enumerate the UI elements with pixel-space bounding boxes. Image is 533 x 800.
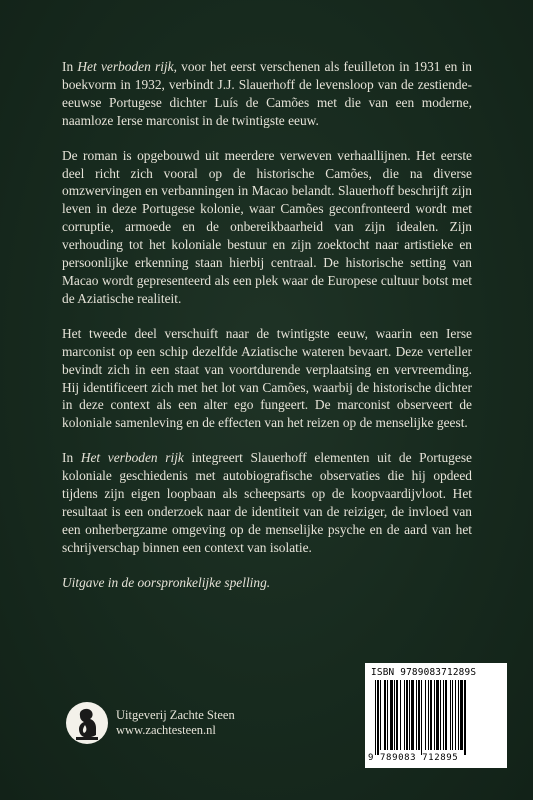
blurb <box>62 58 472 609</box>
barcode-bar <box>460 680 463 750</box>
barcode-bar <box>436 680 439 750</box>
barcode-bar <box>430 680 432 750</box>
barcode-bar <box>390 680 393 750</box>
publisher-block <box>66 702 235 744</box>
barcode-bar <box>440 680 441 750</box>
barcode-bar <box>458 680 459 750</box>
barcode-bar <box>416 680 417 750</box>
publisher-website[interactable]: www.zachtesteen.nl <box>116 723 216 737</box>
barcode-bar <box>409 680 410 750</box>
barcode-digits: 9 789083 712895 <box>368 753 459 763</box>
barcode-bar <box>455 680 456 750</box>
barcode-bar <box>396 680 398 750</box>
isbn-label: ISBN 978908371289S <box>371 667 477 678</box>
barcode-bar <box>425 680 426 750</box>
barcode-bar <box>411 680 414 750</box>
barcode-bar <box>443 680 444 750</box>
barcode-bar <box>418 680 420 750</box>
isbn-barcode <box>365 663 507 768</box>
barcode-bar <box>400 680 401 750</box>
barcode-bar <box>406 680 408 750</box>
barcode-bar <box>428 680 429 750</box>
publisher-text <box>116 708 235 738</box>
barcode-bar <box>377 680 379 755</box>
barcode-bar <box>384 680 386 750</box>
book-title-italic: Het verboden rijk <box>77 59 174 74</box>
barcode-bar <box>375 680 376 755</box>
blurb-paragraph-1: In Het verboden rijk, voor het eerst verschenen als feuilleton in 1931 en in boekvorm in 1932, verbindt J.J. Slauerhoff de levensloop van de zestiende-eeuwse Portugese dichter Luís de Camões met die van een moderne, naamloze Ierse marconist in de twintigste eeuw. <box>62 59 473 128</box>
blurb-paragraph-4: In Het verboden rijk integreert Slauerhoff elementen uit de Portugese koloniale geschiedenis met autobiografische observaties die hij opdeed tijdens zijn eigen loopbaan als scheepsarts op de koopvaardijvloot. Het resultaat is een onderzoek naar de identiteit van de reiziger, de invloed van een onherbergzame omgeving op de menselijke psyche en de aard van het schrijverschap binnen een context van isolatie. <box>62 450 472 555</box>
barcode-bar <box>464 680 466 755</box>
blurb-paragraph-2: De roman is opgebouwd uit meerdere verweven verhaallijnen. Het eerste deel richt zich vooral op de historische Camões, die na diverse omzwervingen en verbanningen in Macao belandt. Slauerhoff beschrijft zijn leven in deze Portugese kolonie, waar Camões geconfronteerd wordt met corruptie, armoede en de onbereikbaarheid van zijn idealen. Zijn verhouding tot het koloniale bestuur en zijn zoektocht naar artistieke en persoonlijke erkenning staan hierbij centraal. De historische setting van Macao wordt gepresenteerd als een plek waar de Europese cultuur botst met de Aziatische realiteit. <box>62 147 472 306</box>
barcode-bar <box>450 680 451 750</box>
thinker-silhouette-icon <box>66 702 108 744</box>
edition-note: Uitgave in de oorspronkelijke spelling. <box>62 574 271 590</box>
book-title-italic: Het verboden rijk <box>80 450 184 466</box>
barcode-bar <box>434 680 435 750</box>
publisher-name: Uitgeverij Zachte Steen <box>116 708 235 722</box>
barcode-bar <box>380 680 381 750</box>
barcode-bar <box>421 680 422 755</box>
barcode-bar <box>404 680 405 750</box>
barcode-bar <box>394 680 395 750</box>
blurb-paragraph-3: Het tweede deel verschuift naar de twintigste eeuw, waarin een Ierse marconist op een schip dezelfde Aziatische wateren bevaart. Deze verteller bevindt zich in een staat van voortdurende verplaatsing en vervreemding. Hij identificeert zich met het lot van Camões, waarbij de historische dichter in deze context als een alter ego fungeert. De marconist observeert de koloniale samenleving en de effecten van het reizen op de menselijke geest. <box>62 325 472 431</box>
barcode-bar <box>445 680 447 750</box>
barcode-bar <box>452 680 453 750</box>
barcode-bar <box>387 680 388 750</box>
